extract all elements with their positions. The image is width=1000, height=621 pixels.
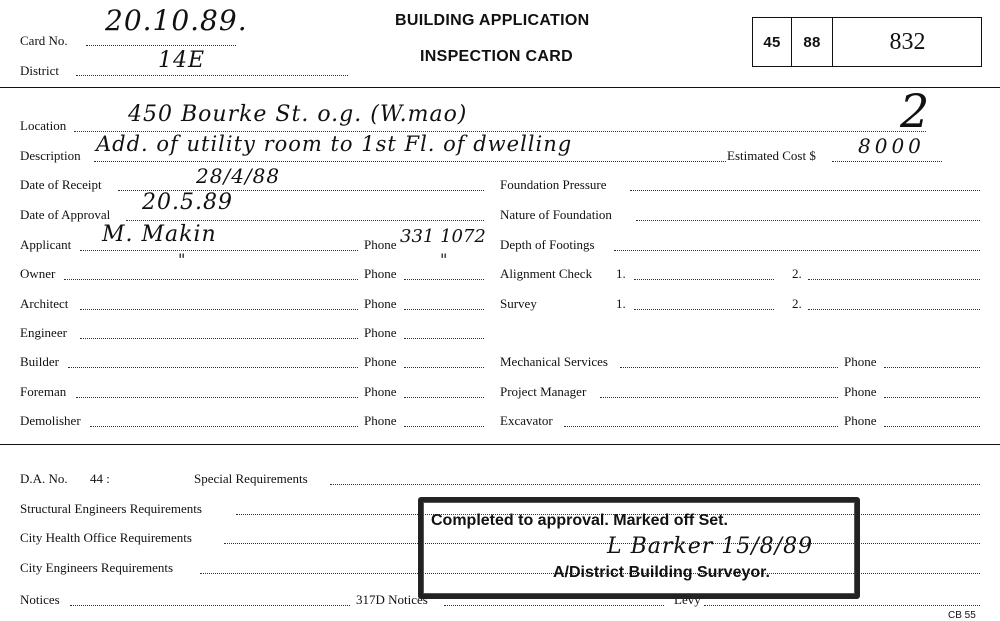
applicant-value: M. Makin (102, 222, 217, 247)
da-no-label: D.A. No. (20, 471, 68, 486)
district-label: District (20, 63, 59, 78)
depth-footings-line (614, 250, 980, 251)
stamp-line-completed: Completed to approval. Marked off Set. (431, 512, 728, 529)
owner-line (64, 279, 358, 280)
description-line (94, 161, 726, 162)
card-title-line2: INSPECTION CARD (420, 48, 573, 65)
card-title-line1: BUILDING APPLICATION (395, 12, 590, 29)
notices-label: Notices (20, 592, 60, 607)
depth-footings-label: Depth of Footings (500, 237, 595, 252)
notices-317-label: 317D Notices (356, 592, 428, 607)
date-approval-line (126, 220, 484, 221)
description-label: Description (20, 148, 81, 163)
demolisher-label: Demolisher (20, 413, 81, 428)
builder-phone-line (404, 367, 484, 368)
location-value: 450 Bourke St. o.g. (W.mao) (128, 102, 468, 127)
foreman-line (76, 397, 358, 398)
foreman-label: Foreman (20, 384, 67, 399)
demolisher-phone-line (404, 426, 484, 427)
owner-ditto: " (178, 250, 187, 269)
alignment-check-1-line (634, 279, 774, 280)
reference-box-cell-2-wrap (791, 18, 832, 66)
architect-phone-line (404, 309, 484, 310)
reference-box-cell-3-wrap (832, 18, 982, 66)
project-manager-phone-line (884, 397, 980, 398)
excavator-line (564, 426, 838, 427)
survey-1-label: 1. (616, 296, 626, 311)
notices-line (70, 605, 350, 606)
survey-2-label: 2. (792, 296, 802, 311)
builder-label: Builder (20, 354, 59, 369)
city-engineers-label: City Engineers Requirements (20, 560, 174, 575)
stamp-signature: L Barker 15/8/89 (607, 534, 814, 559)
survey-2-line (808, 309, 980, 310)
health-requirements-label: City Health Office Requirements (20, 530, 192, 545)
nature-foundation-label: Nature of Foundation (500, 207, 612, 222)
engineer-phone-label: Phone (364, 325, 397, 340)
architect-label: Architect (20, 296, 69, 311)
date-approval-label: Date of Approval (20, 207, 111, 222)
alignment-check-label: Alignment Check (500, 266, 593, 281)
reference-box-cell-3: 832 (889, 28, 926, 55)
excavator-phone-line (884, 426, 980, 427)
mechanical-services-label: Mechanical Services (500, 354, 608, 369)
date-approval-value: 20.5.89 (142, 190, 233, 215)
engineer-line (80, 338, 358, 339)
card-no-label: Card No. (20, 33, 68, 48)
card-no-line (86, 45, 236, 46)
reference-box-cell-1: 45 (763, 33, 781, 51)
description-value: Add. of utility room to 1st Fl. of dwelling (96, 132, 573, 156)
alignment-check-2-line (808, 279, 980, 280)
reference-box-cell-2: 88 (803, 33, 821, 51)
structural-requirements-label: Structural Engineers Requirements (20, 501, 202, 516)
levy-label: Levy (674, 592, 701, 607)
date-receipt-label: Date of Receipt (20, 177, 102, 192)
alignment-check-1-label: 1. (616, 266, 626, 281)
demolisher-phone-label: Phone (364, 413, 397, 428)
header-divider (0, 87, 1000, 88)
survey-1-line (634, 309, 774, 310)
district-line (76, 75, 348, 76)
alignment-check-2-label: 2. (792, 266, 802, 281)
location-label: Location (20, 118, 67, 133)
builder-phone-label: Phone (364, 354, 397, 369)
excavator-label: Excavator (500, 413, 553, 428)
owner-phone-label: Phone (364, 266, 397, 281)
mechanical-phone-label: Phone (844, 354, 877, 369)
builder-line (68, 367, 358, 368)
project-manager-line (600, 397, 838, 398)
fields-divider (0, 444, 1000, 445)
form-code: CB 55 (948, 610, 976, 621)
stamp-line-surveyor: A/District Building Surveyor. (553, 564, 770, 581)
card-no-value: 20.10.89. (105, 4, 248, 37)
demolisher-line (90, 426, 358, 427)
special-requirements-line (330, 484, 980, 485)
approval-stamp (418, 497, 860, 599)
project-manager-label: Project Manager (500, 384, 587, 399)
corner-handwritten-mark: 2 (900, 84, 931, 138)
architect-line (80, 309, 358, 310)
foreman-phone-label: Phone (364, 384, 397, 399)
foreman-phone-line (404, 397, 484, 398)
da-no-value: 44 : (90, 471, 110, 486)
date-receipt-value: 28/4/88 (196, 164, 281, 188)
owner-phone-line (404, 279, 484, 280)
district-value: 14E (158, 48, 206, 73)
estimated-cost-label: Estimated Cost $ (727, 148, 816, 163)
foundation-pressure-line (630, 190, 980, 191)
engineer-label: Engineer (20, 325, 67, 340)
estimated-cost-line (832, 161, 942, 162)
owner-phone-ditto: " (440, 250, 449, 269)
owner-label: Owner (20, 266, 56, 281)
survey-label: Survey (500, 296, 537, 311)
engineer-phone-line (404, 338, 484, 339)
special-requirements-label: Special Requirements (194, 471, 308, 486)
applicant-label: Applicant (20, 237, 72, 252)
applicant-phone-value: 331 1072 (400, 226, 486, 247)
notices-317-line (444, 605, 664, 606)
estimated-cost-value: 8000 (858, 134, 925, 158)
levy-line (704, 605, 980, 606)
nature-foundation-line (636, 220, 980, 221)
applicant-phone-label: Phone (364, 237, 397, 252)
mechanical-phone-line (884, 367, 980, 368)
applicant-line (80, 250, 358, 251)
reference-box (752, 17, 982, 67)
project-manager-phone-label: Phone (844, 384, 877, 399)
foundation-pressure-label: Foundation Pressure (500, 177, 607, 192)
architect-phone-label: Phone (364, 296, 397, 311)
mechanical-services-line (620, 367, 838, 368)
excavator-phone-label: Phone (844, 413, 877, 428)
